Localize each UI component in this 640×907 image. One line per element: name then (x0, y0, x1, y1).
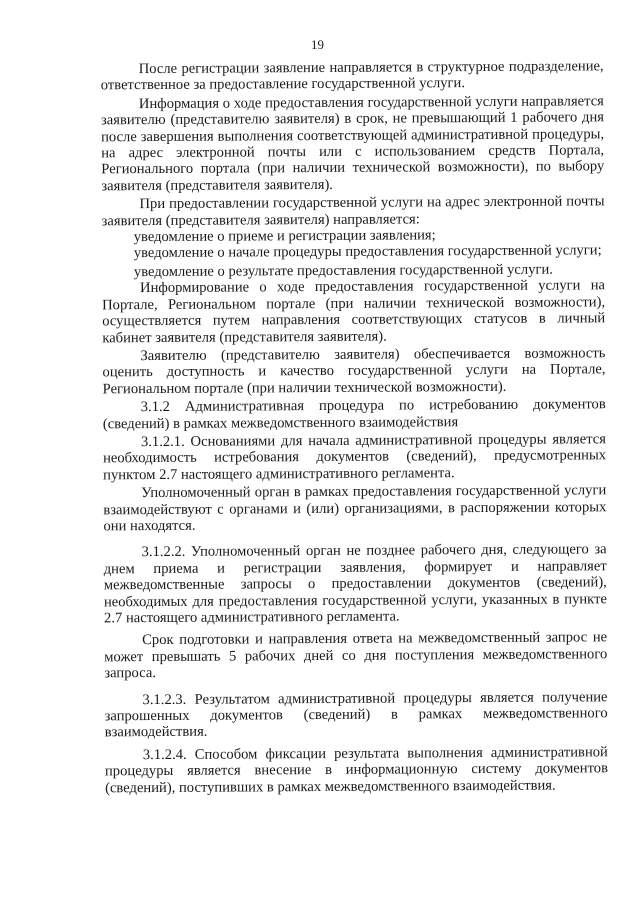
paragraph-3-1-2-2: 3.1.2.2. Уполномоченный орган не позднее рабочего дня, следующего за днем приема и регистрации заявления, формирует и направляет межведомственные запросы о предоставлении документов (сведений), необходимых для предоставления государственной услуги, указанных в пункте 2.7 настоящего административного регламента. (103, 541, 607, 627)
paragraph-progress-info: Информация о ходе предоставления государственной услуги направляется заявителю (представителю заявителя) в срок, не превышающий 1 рабочего дня после завершения выполнения соответствующей административной процедуры, на адрес электронной почты или с использованием средств Портала, Регионального портала (при наличии технической возможности), по выбору заявителя (представителя заявителя). (100, 93, 605, 195)
paragraph-portal-info: Информирование о ходе предоставления государственной услуги на Портале, Региональном портале (при наличии технической возможности), осуществляется путем направления соответствующих статусов в личный кабинет заявителя (представителя заявителя). (102, 277, 606, 346)
list-item-notice-receipt: уведомление о приеме и регистрации заявления; (133, 227, 436, 246)
paragraph-3-1-2-4: 3.1.2.4. Способом фиксации результата выполнения административной процедуры является внесение в информационную систему документов (сведений), поступивших в рамках межведомственного взаимодействия. (104, 744, 608, 796)
page-number: 19 (310, 36, 325, 53)
paragraph-3-1-2-3: 3.1.2.3. Результатом административной процедуры является получение запрошенных документов (сведений) в рамках межведомственного взаимодействия. (104, 688, 608, 741)
document-body (101, 58, 608, 796)
section-heading-3-1-2: 3.1.2 Административная процедура по истребованию документов (сведений) в рамках межведомственного взаимодействия (102, 396, 606, 432)
paragraph-registration: После регистрации заявление направляется в структурное подразделение, ответственное за предоставление государственной услуги. (100, 58, 604, 94)
paragraph-3-1-2-1: 3.1.2.1. Основаниями для начала административной процедуры является необходимость истребования документов (сведений), предусмотренных пунктом 2.7 настоящего административного регламента. (103, 431, 607, 484)
paragraph-response-deadline: Срок подготовки и направления ответа на межведомственный запрос не может превышать 5 рабочих дней со дня поступления межведомственного запроса. (104, 629, 608, 682)
list-item-notice-result: уведомление о результате предоставления государственной услуги. (133, 261, 553, 281)
paragraph-quality-assessment: Заявителю (представителю заявителя) обеспечивается возможность оценить доступность и качество государственной услуги на Портале, Региональном портале (при наличии технической возможности). (102, 345, 606, 398)
list-item-notice-start: уведомление о начале процедуры предоставления государственной услуги; (133, 242, 602, 262)
paragraph-authority-interaction: Уполномоченный орган в рамках предоставления государственной услуги взаимодействуют с органами и (или) организациями, в распоряжении которых они находятся. (103, 482, 607, 535)
paragraph-email-notices: При предоставлении государственной услуги на адрес электронной почты заявителя (представителя заявителя) направляется: (101, 193, 605, 229)
